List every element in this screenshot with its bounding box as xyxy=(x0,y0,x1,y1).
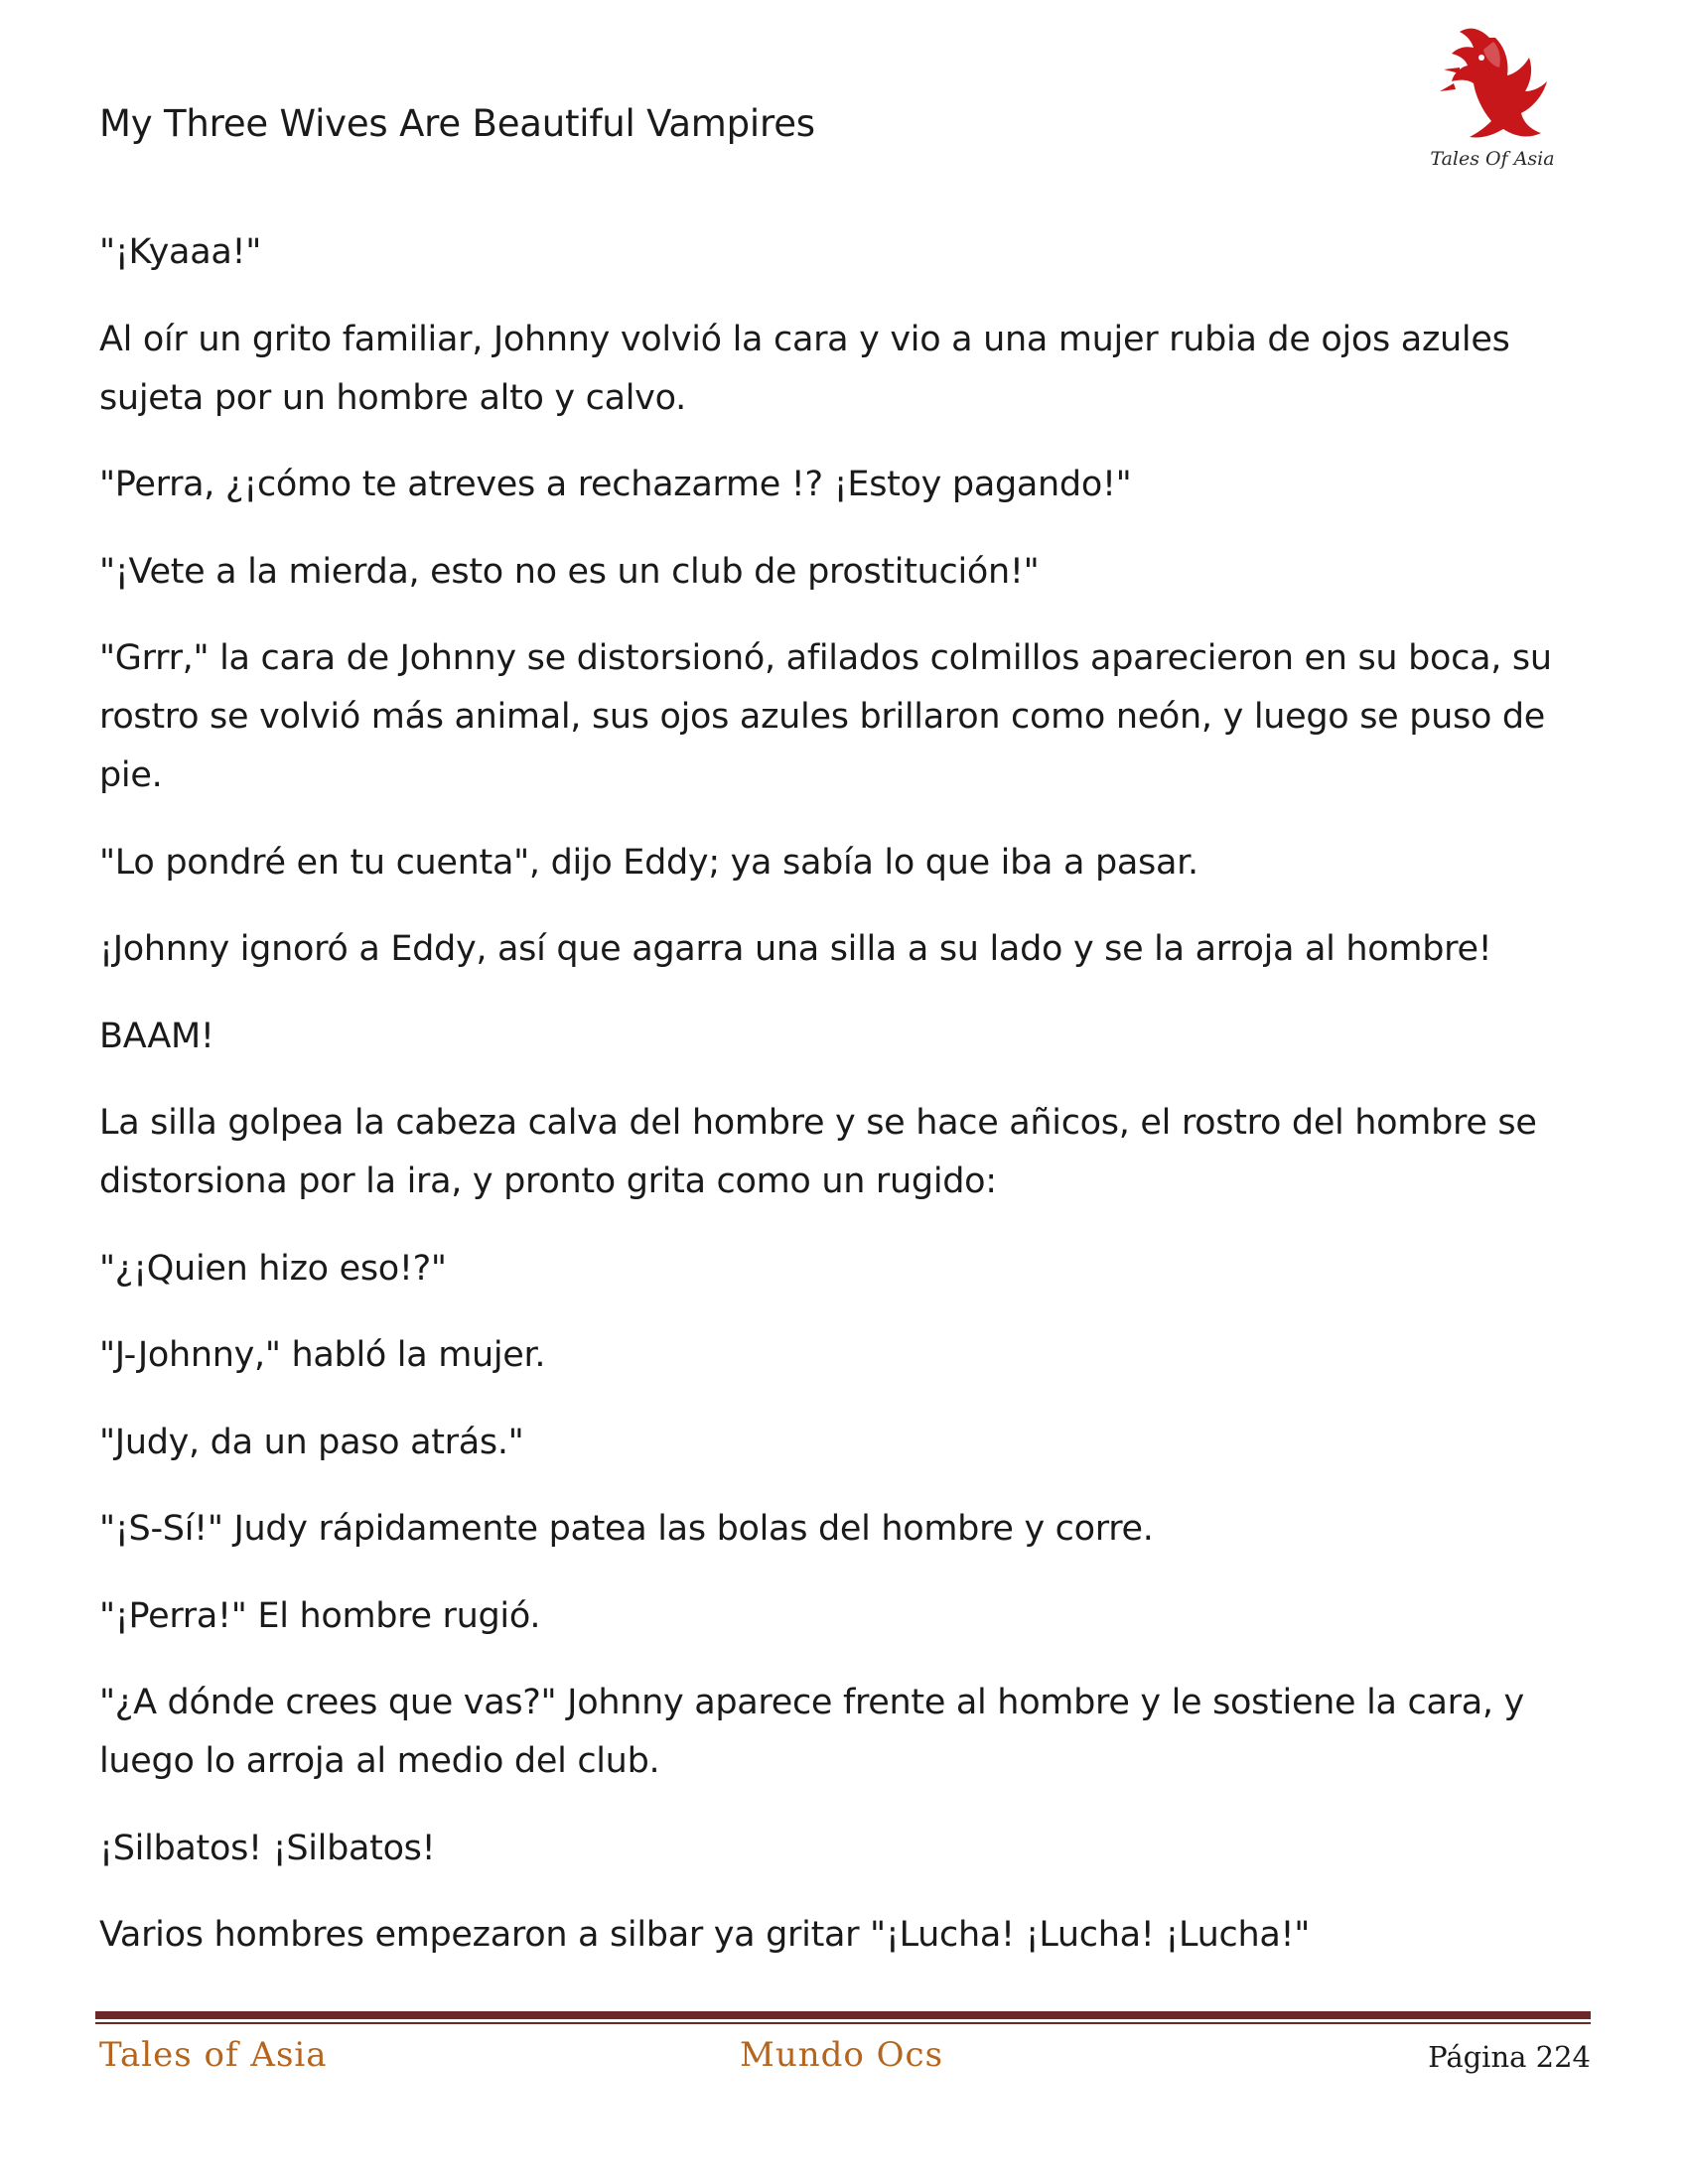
paragraph: BAAM! xyxy=(99,1016,214,1056)
svg-text:Tales Of Asia: Tales Of Asia xyxy=(1430,148,1555,170)
page-number: Página 224 xyxy=(1428,2040,1591,2074)
footer-divider xyxy=(95,2011,1591,2019)
paragraph: "¡Perra!" El hombre rugió. xyxy=(99,1595,541,1636)
paragraph: "¡S-Sí!" Judy rápidamente patea las bolas del hombre y corre. xyxy=(99,1509,1154,1549)
paragraph: ¡Johnny ignoró a Eddy, así que agarra una silla a su lado y se la arroja al hombre! xyxy=(99,929,1492,969)
paragraph: La silla golpea la cabeza calva del hombre y se hace añicos, el rostro del hombre se distorsiona por la ira, y pronto grita como un rugido: xyxy=(99,1103,1537,1201)
paragraph: "Grrr," la cara de Johnny se distorsionó, afilados colmillos aparecieron en su boca, su rostro se volvió más animal, sus ojos azules brillaron como neón, y luego se puso de pie. xyxy=(99,638,1552,795)
footer-translator-name: Mundo Ocs xyxy=(740,2035,944,2075)
paragraph: "¡Vete a la mierda, esto no es un club de prostitución!" xyxy=(99,551,1040,592)
paragraph: "Judy, da un paso atrás." xyxy=(99,1422,524,1462)
dragon-logo-icon xyxy=(1430,18,1559,187)
paragraph: "Perra, ¿¡cómo te atreves a rechazarme !? ¡Estoy pagando!" xyxy=(99,465,1132,504)
paragraph: "¿¡Quien hizo eso!?" xyxy=(99,1248,447,1289)
paragraph: Varios hombres empezaron a silbar ya gritar "¡Lucha! ¡Lucha! ¡Lucha!" xyxy=(99,1915,1311,1955)
paragraph: Al oír un grito familiar, Johnny volvió la cara y vio a una mujer rubia de ojos azules sujeta por un hombre alto y calvo. xyxy=(99,319,1510,418)
paragraph: "J-Johnny," habló la mujer. xyxy=(99,1335,546,1375)
paragraph: "¿A dónde crees que vas?" Johnny aparece frente al hombre y le sostiene la cara, y luego lo arroja al medio del club. xyxy=(99,1683,1524,1781)
paragraph: "¡Kyaaa!" xyxy=(99,232,262,272)
page-title: My Three Wives Are Beautiful Vampires xyxy=(99,102,815,145)
paragraph: ¡Silbatos! ¡Silbatos! xyxy=(99,1828,436,1868)
footer-divider-thin xyxy=(95,2022,1591,2024)
page-body xyxy=(99,223,1589,1993)
paragraph: "Lo pondré en tu cuenta", dijo Eddy; ya sabía lo que iba a pasar. xyxy=(99,842,1198,883)
footer-site-name: Tales of Asia xyxy=(99,2035,328,2075)
